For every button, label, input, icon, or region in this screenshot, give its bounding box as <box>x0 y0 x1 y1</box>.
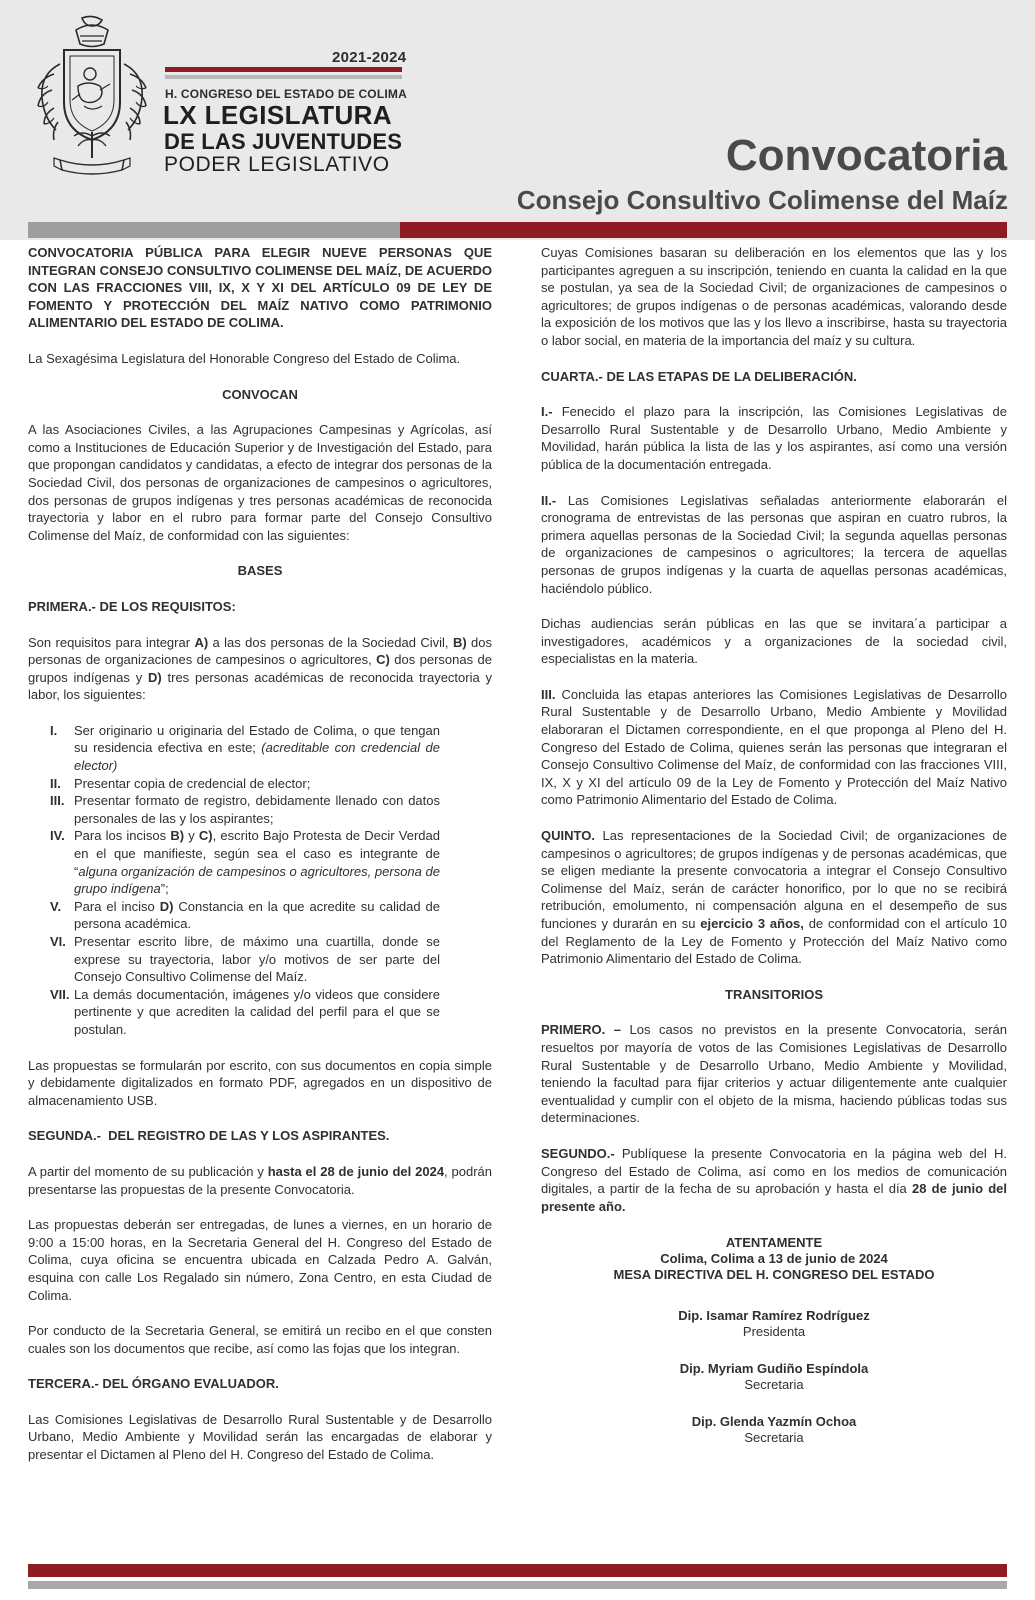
convocan-text: A las Asociaciones Civiles, a las Agrupaciones Campesinas y Agrícolas, así como a Instituciones de Educación Superior y de Investigación del Estado, para que propongan candidatos y candidatas, a efecto de integrar dos personas de la Sociedad Civil, dos personas de organizaciones de campesinos o agricultores, dos personas de grupos indígenas y tres personas académicas de reconocida trayectoria y labor en el rubro para formar parte del Consejo Consultivo Colimense del Maíz, de conformidad con las siguientes: <box>28 422 492 543</box>
header-red-line <box>165 67 402 72</box>
signer-name: Dip. Glenda Yazmín Ochoa <box>691 1414 857 1430</box>
signer-role: Secretaria <box>744 1377 804 1393</box>
header <box>0 0 1035 240</box>
segunda-paragraph-1: A partir del momento de su publicación y hasta el 28 de junio del 2024, podrán presentarse las propuestas de la presente Convocatoria. <box>28 1163 492 1197</box>
signer-role: Secretaria <box>744 1430 804 1446</box>
signer-name: Dip. Isamar Ramírez Rodríguez <box>678 1308 870 1324</box>
propuestas-text: Las propuestas se formularán por escrito, con sus documentos en copia simple y debidamente digitalizados en formato PDF, agregados en un dispositivo de almacenamiento USB. <box>28 1057 492 1108</box>
tercera-text: Las Comisiones Legislativas de Desarrollo Rural Sustentable y de Desarrollo Urbano, Medio Ambiente y Movilidad serán las encargadas de elaborar y presentar el Dictamen al Pleno del H. Congreso del Estado de Colima. <box>28 1411 492 1463</box>
list-item: III. Presentar formato de registro, debidamente llenado con datos personales de las y los aspirantes; <box>50 793 440 826</box>
poder-legislativo: PODER LEGISLATIVO <box>164 153 390 176</box>
footer-band-gray <box>28 1581 1007 1589</box>
audiencias-text: Dichas audiencias serán públicas en las que se invitara´a participar a investigadores, académicos y a organizaciones de la sociedad civil, especialistas en la materia. <box>541 616 1007 667</box>
congress-name: H. CONGRESO DEL ESTADO DE COLIMA <box>165 87 407 101</box>
primera-heading: PRIMERA.- DE LOS REQUISITOS: <box>28 598 236 614</box>
list-item: V. Para el inciso D) Constancia en la que acredite su calidad de persona académica. <box>50 898 440 932</box>
list-item: I. Ser originario u originaria del Estado de Colima, o que tengan su residencia efectiva en este; (acreditable con credencial de elector) <box>50 722 440 774</box>
requirements-list <box>28 722 492 1039</box>
legislature-statement: La Sexagésima Legislatura del Honorable Congreso del Estado de Colima. <box>28 350 461 366</box>
page-subtitle: Consejo Consultivo Colimense del Maíz <box>516 185 1008 215</box>
transitorios-heading: TRANSITORIOS <box>725 986 823 1002</box>
legislature-name: LX LEGISLATURA <box>163 100 392 130</box>
signature-block <box>541 1235 1007 1446</box>
header-gray-line <box>165 75 402 79</box>
bases-heading: BASES <box>237 563 283 579</box>
mesa-directiva: MESA DIRECTIVA DEL H. CONGRESO DEL ESTADO <box>613 1267 935 1283</box>
list-item: IV. Para los incisos B) y C), escrito Bajo Protesta de Decir Verdad en el que manifieste, según sea el caso es integrante de “alguna organización de campesinos o agricultores, persona de grupo indígena”; <box>50 828 440 897</box>
list-item: II. Presentar copia de credencial de elector; <box>50 775 311 791</box>
legislature-juventudes: DE LAS JUVENTUDES <box>164 129 403 154</box>
list-item: VII. La demás documentación, imágenes y/o videos que considere pertinente y que acrediten la calidad del perfil para el que se postulan. <box>50 986 440 1037</box>
cuarta-item-3: III. Concluida las etapas anteriores las Comisiones Legislativas de Desarrollo Rural Sustentable y de Desarrollo Urbano, Medio Ambiente y Movilidad elaboraran el Dictamen correspondiente, en el que proponga al Pleno del H. Congreso del Estado de Colima, quienes serán las personas que integraran el Consejo Consultivo Colimense del Maíz, de conformidad con las fracciones VIII, IX, X y XI del artículo 09 de la Ley de Fomento y Protección del Maíz Nativo como Patrimonio Alimentario del Estado de Colima. <box>541 686 1007 808</box>
legislature-period: 2021-2024 <box>332 49 407 66</box>
transitorio-primero: PRIMERO. – Los casos no previstos en la presente Convocatoria, serán resueltos por mayoría de votos de las Comisiones Legislativas de Desarrollo Rural Sustentable y de Desarrollo Urbano, Medio Ambiente y Movilidad, teniendo la facultad para fijar criterios y actuar diligentemente ante cualquier eventualidad y cumplir con el objeto de la misma, haciendo públicas todas sus determinaciones. <box>541 1022 1007 1126</box>
coat-of-arms-icon <box>24 14 160 179</box>
header-band-gray <box>28 222 400 238</box>
signer-role: Presidenta <box>742 1324 806 1340</box>
cuarta-item-1: I.- Fenecido el plazo para la inscripción, las Comisiones Legislativas de Desarrollo Rural Sustentable y de Desarrollo Urbano, Medio Ambiente y Movilidad, harán pública la lista de las y los aspirantes, así como una versión pública de la documentación entregada. <box>541 404 1007 472</box>
left-column <box>28 244 492 1464</box>
transitorio-segundo: SEGUNDO.- Publíquese la presente Convocatoria en la página web del H. Congreso del Estado de Colima, así como en los medios de comunicación digitales, a partir de la fecha de su aprobación y hasta el día 28 de junio del presente año. <box>541 1145 1008 1214</box>
signer-name: Dip. Myriam Gudiño Espíndola <box>679 1361 869 1377</box>
header-band-red <box>400 222 1007 238</box>
cuarta-item-2: II.- Las Comisiones Legislativas señaladas anteriormente elaborarán el cronograma de entrevistas de las personas que aspiran en cuatro rubros, la primera aquellas personas de la Sociedad Civil; la segunda aquellas personas de organizaciones de campesinos o agricultores; la tercera de aquellas personas de grupos indígenas y la cuarta de aquellas personas académicas, haciéndolo público. <box>541 492 1007 596</box>
right-column <box>541 244 1007 1446</box>
convocan-heading: CONVOCAN <box>222 386 298 402</box>
cuarta-heading: CUARTA.- DE LAS ETAPAS DE LA DELIBERACIÓN. <box>541 368 857 384</box>
primera-text: Son requisitos para integrar A) a las dos personas de la Sociedad Civil, B) dos personas de organizaciones de campesinos o agricultores, C) dos personas de grupos indígenas y D) tres personas académicas de reconocida trayectoria y labor, los siguientes: <box>28 634 493 703</box>
page-title: Convocatoria <box>725 131 1007 180</box>
segunda-heading: SEGUNDA.- DEL REGISTRO DE LAS Y LOS ASPIRANTES. <box>28 1128 390 1144</box>
intro-heading: CONVOCATORIA PÚBLICA PARA ELEGIR NUEVE PERSONAS QUE INTEGRAN CONSEJO CONSULTIVO COLIMENSE DEL MAÍZ, DE ACUERDO CON LAS FRACCIONES VIII, IX, X Y XI DEL ARTÍCULO 09 DE LEY DE FOMENTO Y PROTECCIÓN DEL MAÍZ NATIVO COMO PATRIMONIO ALIMENTARIO DEL ESTADO DE COLIMA. <box>28 245 492 331</box>
segunda-paragraph-3: Por conducto de la Secretaria General, se emitirá un recibo en el que consten cuales son los documentos que recibe, así como las fojas que los integran. <box>28 1323 492 1356</box>
footer-band-red <box>28 1564 1007 1577</box>
date-place: Colima, Colima a 13 de junio de 2024 <box>660 1251 888 1267</box>
list-item: VI. Presentar escrito libre, de máximo una cuartilla, donde se exprese su trayectoria, labor y/o motivos de ser parte del Consejo Consultivo Colimense del Maíz. <box>50 934 440 985</box>
tercera-heading: TERCERA.- DEL ÓRGANO EVALUADOR. <box>28 1376 279 1392</box>
deliberation-criteria: Cuyas Comisiones basaran su deliberación en los elementos que las y los participantes agreguen a su inscripción, teniendo en cuanta la calidad en la que se postulan, ya sea de la Sociedad Civil; de organizaciones de campesinos o agricultores; de grupos indígenas o de personas académicas, valorando desde la exposición de los motivos que las y los llevo a inscribirse, hasta su trayectoria o labor social, en materia de la importancia del maíz y su cultura. <box>541 245 1007 348</box>
atentamente-label: ATENTAMENTE <box>725 1235 823 1251</box>
quinto-text: QUINTO. Las representaciones de la Sociedad Civil; de organizaciones de campesinos o agricultores; de grupos indígenas y de personas académicas, que se eligen mediante la presente convocatoria a integrar el Consejo Consultivo Colimense del Maíz, serán de carácter honorifico, por lo que no se recibirá retribución, emolumento, ni compensación alguna en el desempeño de sus funciones y durarán en su ejercicio 3 años, de conformidad con el artículo 10 del Reglamento de la Ley de Fomento y Protección del Maíz Nativo como Patrimonio Alimentario del Estado de Colima. <box>541 828 1007 967</box>
segunda-paragraph-2: Las propuestas deberán ser entregadas, de lunes a viernes, en un horario de 9:00 a 15:00 horas, en la Secretaria General del H. Congreso del Estado de Colima, cuya oficina se encuentra ubicada en Calzada Pedro A. Galván, esquina con calle Los Regalado sin número, Zona Centro, en esta Ciudad de Colima. <box>28 1217 492 1303</box>
